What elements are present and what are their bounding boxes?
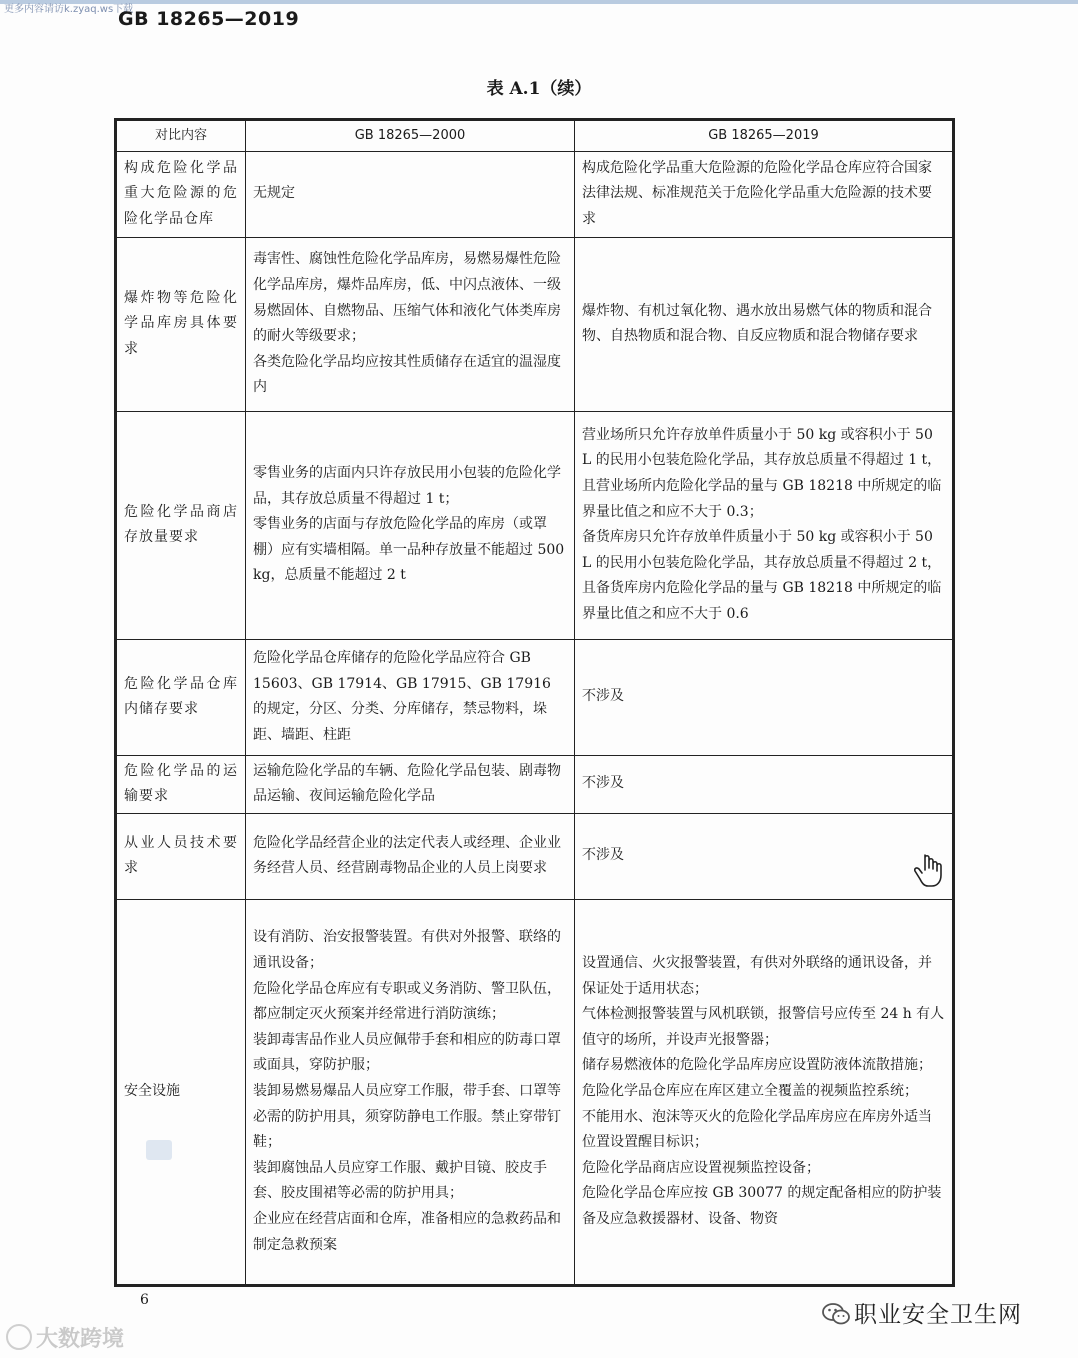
row-old: 设有消防、治安报警装置。有供对外报警、联络的通讯设备； 危险化学品仓库应有专职或义务消防、警卫队伍，都应制定灭火预案并经常进行消防演练； 装卸毒害品作业人员应佩带手套和相应的防毒口罩或面具，穿防护服； 装卸易燃易爆品人员应穿工作服，带手套、口罩等必需的防护用具，须穿防静电工作服。禁止穿带钉鞋； 装卸腐蚀品人员应穿工作服、戴护目镜、胶皮手套、胶皮围裙等必需的防护用具； 企业应在经营店面和仓库，准备相应的急救药品和制定急救预案 (246, 899, 575, 1285)
table-title: 表 A.1（续） (486, 79, 592, 99)
wechat-icon (822, 1303, 850, 1325)
row-item: 构成危险化学品重大危险源的危险化学品仓库 (116, 151, 246, 237)
row-old: 毒害性、腐蚀性危险化学品库房，易燃易爆性危险化学品库房，爆炸品库房，低、中闪点液体、一级易燃固体、自燃物品、压缩气体和液化气体类库房的耐火等级要求； 各类危险化学品均应按其性质储存在适宜的温湿度内 (246, 237, 575, 411)
row-new: 不涉及 (575, 639, 954, 755)
row-item: 危险化学品的运输要求 (116, 755, 246, 813)
brand-text: 职业安全卫生网 (854, 1302, 1022, 1328)
row-new: 不涉及 (575, 755, 954, 813)
table-row (116, 639, 954, 755)
comparison-table (114, 118, 955, 1287)
page-number: 6 (140, 1292, 149, 1308)
table-row (116, 237, 954, 411)
row-old: 运输危险化学品的车辆、危险化学品包装、剧毒物品运输、夜间运输危险化学品 (246, 755, 575, 813)
table-row (116, 899, 954, 1285)
row-old: 无规定 (246, 151, 575, 237)
top-bar (0, 0, 1078, 4)
hand-cursor-icon (914, 852, 948, 888)
table-row (116, 411, 954, 639)
row-item: 危险化学品仓库内储存要求 (116, 639, 246, 755)
column-header: GB 18265—2000 (246, 120, 575, 152)
row-new: 构成危险化学品重大危险源的危险化学品仓库应符合国家法律法规、标准规范关于危险化学品重大危险源的技术要求 (575, 151, 954, 237)
table-row (116, 755, 954, 813)
column-header: 对比内容 (116, 120, 246, 152)
watermark-text: 大数跨境 (36, 1327, 125, 1352)
row-new: 爆炸物、有机过氧化物、遇水放出易燃气体的物质和混合物、自热物质和混合物、自反应物质和混合物储存要求 (575, 237, 954, 411)
row-item: 安全设施 (116, 899, 246, 1285)
row-new: 设置通信、火灾报警装置，有供对外联络的通讯设备，并保证处于适用状态； 气体检测报警装置与风机联锁，报警信号应传至 24 h 有人值守的场所，并设声光报警器； 储存易燃液体的危险化学品库房应设置防液体流散措施； 危险化学品仓库应在库区建立全覆盖的视频监控系统； 不能用水、泡沫等灭火的危险化学品库房应在库房外适当位置设置醒目标识； 危险化学品商店应设置视频监控设备； 危险化学品仓库应按 GB 30077 的规定配备相应的防护装备及应急救援器材、设备、物资 (575, 899, 954, 1285)
standard-header: GB 18265—2019 (118, 8, 300, 30)
bottom-watermark (6, 1322, 124, 1353)
table-row (116, 813, 954, 899)
row-item: 危险化学品商店存放量要求 (116, 411, 246, 639)
row-new: 营业场所只允许存放单件质量小于 50 kg 或容积小于 50 L 的民用小包装危险化学品，其存放总质量不得超过 1 t，且营业场所内危险化学品的量与 GB 18218 中所规定的临界量比值之和应不大于 0.3； 备货库房只允许存放单件质量小于 50 kg 或容积小于 50 L 的民用小包装危险化学品，其存放总质量不得超过 2 t，且备货库房内危险化学品的量与 GB 18218 中所规定的临界量比值之和应不大于 0.6 (575, 411, 954, 639)
row-item: 爆炸物等危险化学品库房具体要求 (116, 237, 246, 411)
brand-watermark (822, 1296, 1022, 1329)
table-row (116, 151, 954, 237)
table-header-row (116, 120, 954, 152)
row-old: 危险化学品经营企业的法定代表人或经理、企业业务经营人员、经营剧毒物品企业的人员上岗要求 (246, 813, 575, 899)
column-header: GB 18265—2019 (575, 120, 954, 152)
row-old: 零售业务的店面内只许存放民用小包装的危险化学品，其存放总质量不得超过 1 t； 零售业务的店面与存放危险化学品的库房（或罩棚）应有实墙相隔。单一品种存放量不能超过 500 kg，总质量不能超过 2 t (246, 411, 575, 639)
scan-artifact (146, 1140, 172, 1160)
row-new: 不涉及 (575, 813, 954, 899)
row-old: 危险化学品仓库储存的危险化学品应符合 GB 15603、GB 17914、GB 17915、GB 17916 的规定，分区、分类、分库储存，禁忌物料，垛距、墙距、柱距 (246, 639, 575, 755)
watermark-logo-icon (6, 1324, 32, 1350)
top-watermark: 更多内容请访k.zyaq.ws下载 (4, 4, 134, 15)
row-item: 从业人员技术要求 (116, 813, 246, 899)
